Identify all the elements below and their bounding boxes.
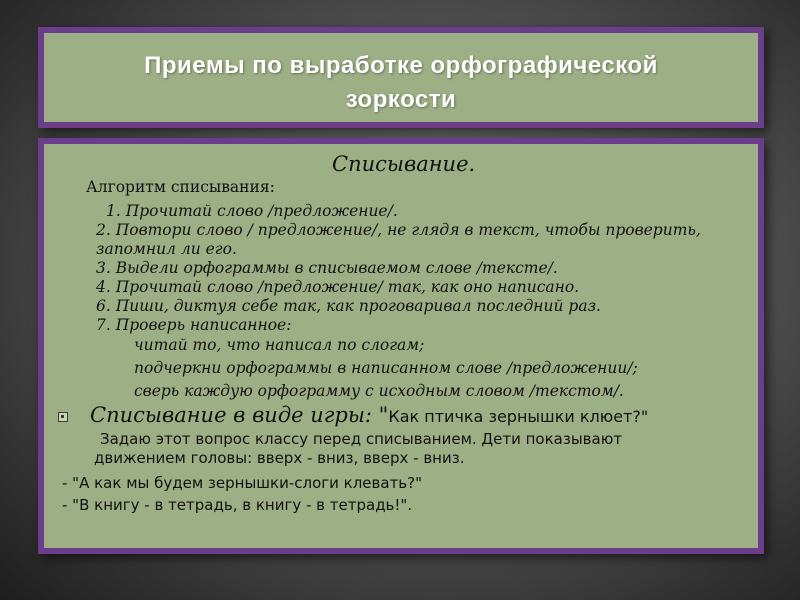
slide-title-line-1: Приемы по выработке орфографической xyxy=(144,52,658,79)
sub-step-1: читай то, что написал по слогам; xyxy=(134,336,425,354)
game-heading-quote: Как птичка зернышки клюет?" xyxy=(388,407,649,426)
game-heading-text: Списывание в виде игры: " xyxy=(90,403,389,427)
step-1: 1. Прочитай слово /предложение/. xyxy=(106,202,398,220)
algorithm-label: Алгоритм списывания: xyxy=(86,178,275,196)
sub-step-3: сверь каждую орфограмму с исходным словом /текстом/. xyxy=(134,382,624,400)
sub-step-2: подчеркни орфограммы в написанном слове /предложении/; xyxy=(134,359,638,377)
step-3: 3. Выдели орфограммы в списываемом слове /тексте/. xyxy=(96,259,558,277)
step-4: 4. Прочитай слово /предложение/ так, как оно написано. xyxy=(96,278,580,296)
content-box xyxy=(38,138,764,554)
step-6: 6. Пиши, диктуя себе так, как проговаривал последний раз. xyxy=(96,297,601,315)
step-7: 7. Проверь написанное: xyxy=(96,316,292,334)
slide-title-line-2: зоркости xyxy=(345,86,457,113)
section-heading: Списывание. xyxy=(332,152,476,176)
title-box xyxy=(38,27,764,128)
dialog-line-1: - "А как мы будем зернышки-слоги клевать?" xyxy=(62,474,423,492)
game-description-line-2: движением головы: вверх - вниз, вверх - вниз. xyxy=(94,449,465,467)
algorithm-steps xyxy=(96,202,701,335)
step-2: 2. Повтори слово / предложение/, не глядя в текст, чтобы проверить, xyxy=(96,221,701,239)
game-heading xyxy=(90,403,648,427)
game-description xyxy=(94,430,734,468)
step-2-continued: запомнил ли его. xyxy=(96,240,237,258)
square-bullet-icon xyxy=(58,412,68,422)
content-body xyxy=(44,144,758,548)
dialog-line-2: - "В книгу - в тетрадь, в книгу - в тетрадь!". xyxy=(62,496,413,514)
game-description-line-1: Задаю этот вопрос классу перед списыванием. Дети показывают xyxy=(100,430,623,448)
slide-title xyxy=(44,33,758,117)
